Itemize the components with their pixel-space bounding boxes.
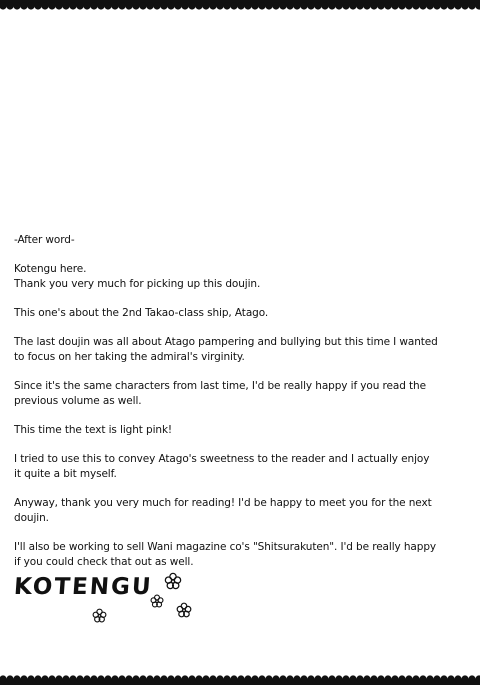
flower-icon [92, 608, 107, 623]
paragraph-8-line-1: I'll also be working to sell Wani magazine co's "Shitsurakuten". I'd be really happy [14, 541, 437, 553]
afterword-text [14, 233, 466, 570]
paragraph-6-line-1: I tried to use this to convey Atago's sweetness to the reader and I actually enjoy [14, 453, 430, 465]
paragraph-3-line-1: The last doujin was all about Atago pampering and bullying but this time I wanted [14, 336, 438, 348]
paragraph-2-line-1: This one's about the 2nd Takao-class ship, Atago. [14, 307, 269, 319]
paragraph-1-line-1: Kotengu here. [14, 263, 87, 275]
paragraph-6-line-2: it quite a bit myself. [14, 468, 117, 480]
paragraph-4-line-1: Since it's the same characters from last time, I'd be really happy if you read the [14, 380, 426, 392]
flower-icon [176, 602, 192, 618]
paragraph-3-line-2: to focus on her taking the admiral's virginity. [14, 351, 245, 363]
paragraph-7-line-1: Anyway, thank you very much for reading! I'd be happy to meet you for the next doujin. [14, 497, 432, 524]
paragraph-4-line-2: previous volume as well. [14, 395, 142, 407]
paragraph-5-line-1: This time the text is light pink! [14, 424, 173, 436]
paragraph-8-line-2: if you could check that out as well. [14, 556, 194, 568]
afterword-heading: -After word- [14, 234, 75, 246]
signature [14, 572, 214, 632]
top-lace-border [0, 0, 480, 14]
paragraph-1-line-2: Thank you very much for picking up this doujin. [14, 278, 261, 290]
flower-icon [164, 572, 182, 590]
signature-text: KOTENGU [13, 574, 154, 600]
flower-icon [150, 594, 164, 608]
bottom-lace-border [0, 671, 480, 685]
